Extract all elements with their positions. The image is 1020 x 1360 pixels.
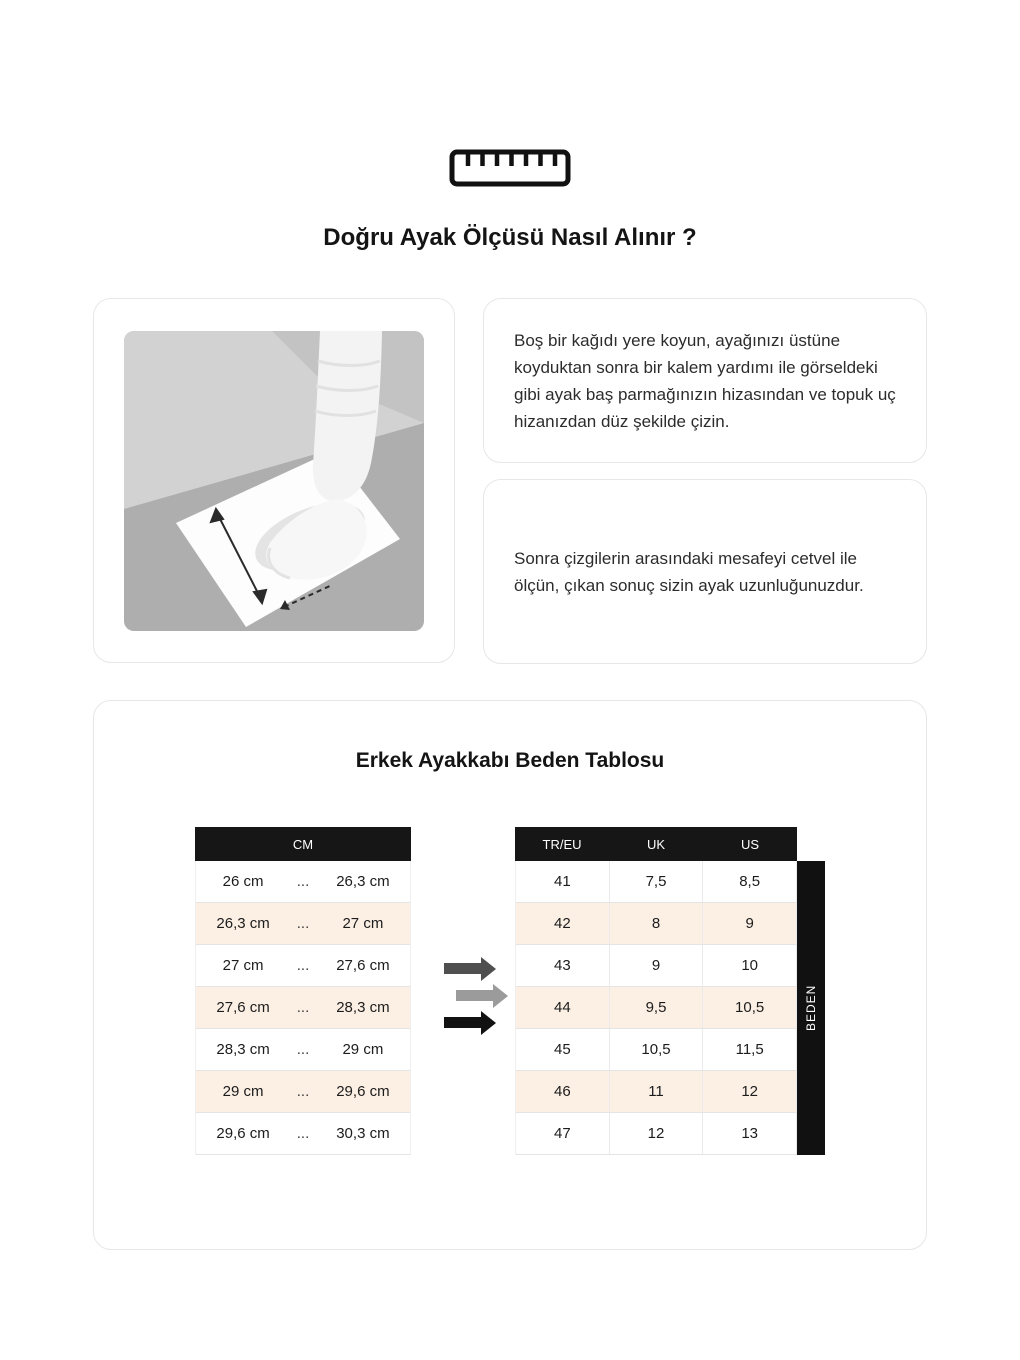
right-arrow-icon — [444, 1017, 482, 1028]
cm-table — [195, 827, 411, 1155]
range-dots: ... — [296, 999, 310, 1016]
cm-table-row — [195, 1113, 411, 1155]
instruction-step-2 — [483, 479, 927, 664]
cm-to: 29 cm — [342, 1041, 384, 1058]
size-tr-eu: 43 — [516, 945, 610, 986]
size-uk: 12 — [610, 1113, 704, 1154]
instruction-step-1 — [483, 298, 927, 463]
size-chart-title: Erkek Ayakkabı Beden Tablosu — [355, 749, 665, 772]
cm-table-row — [195, 903, 411, 945]
size-us: 13 — [703, 1113, 797, 1154]
range-dots: ... — [296, 1125, 310, 1142]
cm-to: 27 cm — [342, 915, 384, 932]
size-table-header — [515, 827, 797, 861]
size-uk: 9,5 — [610, 987, 704, 1028]
range-dots: ... — [296, 957, 310, 974]
size-table-row — [515, 1071, 797, 1113]
instructions-section — [0, 298, 1020, 664]
cm-table-row — [195, 945, 411, 987]
size-us: 11,5 — [703, 1029, 797, 1070]
page-title: Doğru Ayak Ölçüsü Nasıl Alınır ? — [323, 224, 697, 251]
beden-side-label: BEDEN — [797, 861, 825, 1155]
size-us: 10,5 — [703, 987, 797, 1028]
size-tr-eu: 44 — [516, 987, 610, 1028]
cm-table-header: CM — [195, 827, 411, 861]
size-table — [515, 827, 797, 1155]
range-dots: ... — [296, 873, 310, 890]
header-us: US — [740, 836, 760, 852]
cm-table-row — [195, 1029, 411, 1071]
size-us: 8,5 — [703, 861, 797, 902]
right-arrow-icon — [444, 963, 482, 974]
cm-to: 27,6 cm — [336, 957, 390, 974]
cm-table-row — [195, 987, 411, 1029]
cm-table-row — [195, 1071, 411, 1113]
size-table-row — [515, 987, 797, 1029]
cm-from: 29 cm — [222, 1083, 264, 1100]
size-uk: 11 — [610, 1071, 704, 1112]
size-table-row — [515, 945, 797, 987]
range-dots: ... — [296, 1041, 310, 1058]
cm-from: 27 cm — [222, 957, 264, 974]
size-uk: 7,5 — [610, 861, 704, 902]
range-dots: ... — [296, 1083, 310, 1100]
size-us: 10 — [703, 945, 797, 986]
size-tr-eu: 46 — [516, 1071, 610, 1112]
ruler-icon — [0, 148, 1020, 188]
size-tr-eu: 47 — [516, 1113, 610, 1154]
right-arrow-icon — [456, 990, 494, 1001]
size-chart-card — [93, 700, 927, 1250]
size-uk: 9 — [610, 945, 704, 986]
cm-to: 29,6 cm — [336, 1083, 390, 1100]
cm-from: 26,3 cm — [216, 915, 270, 932]
transfer-arrows-icon — [411, 827, 515, 1036]
size-table-row — [515, 903, 797, 945]
instructions-column — [483, 298, 927, 664]
size-uk: 8 — [610, 903, 704, 944]
cm-from: 28,3 cm — [216, 1041, 270, 1058]
header-uk: UK — [646, 836, 666, 852]
size-us: 9 — [703, 903, 797, 944]
cm-from: 26 cm — [222, 873, 264, 890]
size-table-row — [515, 1029, 797, 1071]
size-tr-eu: 41 — [516, 861, 610, 902]
size-tr-eu: 42 — [516, 903, 610, 944]
header-tr-eu: TR/EU — [542, 836, 582, 852]
size-us: 12 — [703, 1071, 797, 1112]
ruler-icon-svg — [449, 148, 571, 188]
size-table-row — [515, 1113, 797, 1155]
instruction-step-1-text: Boş bir kağıdı yere koyun, ayağınızı üstüne koyduktan sonra bir kalem yardımı ile görseldeki gibi ayak baş parmağınızın hizasından ve topuk uç hizanızdan düz şekilde çizin. — [514, 330, 896, 431]
cm-to: 30,3 cm — [336, 1125, 390, 1142]
size-uk: 10,5 — [610, 1029, 704, 1070]
foot-on-paper-photo — [124, 331, 424, 631]
cm-from: 27,6 cm — [216, 999, 270, 1016]
cm-to: 26,3 cm — [336, 873, 390, 890]
size-table-row — [515, 861, 797, 903]
size-tables — [94, 827, 926, 1155]
foot-measure-photo-card — [93, 298, 455, 663]
size-table-wrap — [515, 827, 825, 1155]
size-tr-eu: 45 — [516, 1029, 610, 1070]
instruction-step-2-text: Sonra çizgilerin arasındaki mesafeyi cetvel ile ölçün, çıkan sonuç sizin ayak uzunluğunuzdur. — [514, 548, 864, 595]
cm-from: 29,6 cm — [216, 1125, 270, 1142]
range-dots: ... — [296, 915, 310, 932]
cm-table-row — [195, 861, 411, 903]
cm-to: 28,3 cm — [336, 999, 390, 1016]
